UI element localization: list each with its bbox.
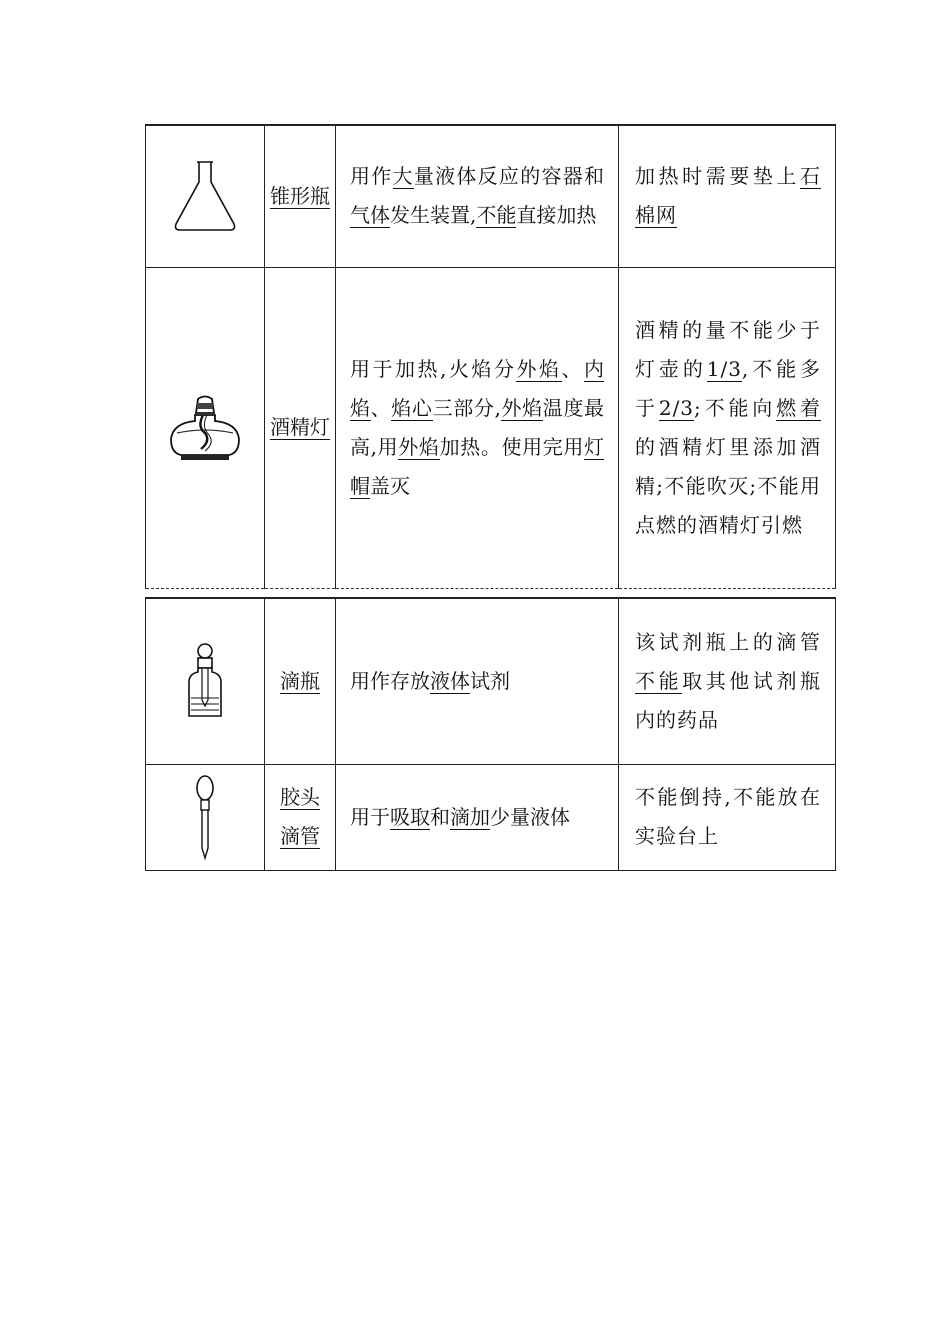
use-cell (336, 598, 619, 764)
underlined-term: 外焰 (516, 356, 562, 381)
underlined-term: 不能 (635, 668, 683, 693)
text-run: 、 (370, 395, 392, 420)
table-row (146, 764, 836, 870)
text-run: 的酒精灯里添加酒精;不能吹灭;不能用点燃的酒精灯引燃 (635, 434, 821, 537)
underlined-term: 内焰 (350, 356, 605, 420)
use-text (336, 798, 618, 837)
text-run: 和 (430, 804, 450, 829)
underlined-term: 焰心 (391, 395, 433, 420)
underlined-term: 外焰 (398, 434, 440, 459)
note-cell (619, 125, 836, 267)
dropper-bottle-icon (185, 642, 225, 720)
note-text (619, 778, 835, 856)
text-run: 加热时需要垫上 (635, 164, 800, 189)
use-text (336, 350, 618, 506)
underlined-term: 吸取 (390, 804, 430, 829)
note-text (619, 623, 835, 740)
image-cell (146, 125, 265, 267)
text-run: 不能倒持,不能放在实验台上 (635, 785, 821, 848)
text-run: 该试剂瓶上的滴管 (635, 629, 821, 654)
note-text (619, 311, 835, 545)
table-row (146, 125, 836, 267)
use-cell (336, 764, 619, 870)
underlined-term: 不能 (476, 203, 517, 228)
apparatus-name-line-1: 胶头 (280, 785, 320, 809)
underlined-term: 2/3 (658, 395, 695, 420)
underlined-term: 1/3 (706, 356, 742, 381)
name-cell (265, 764, 336, 870)
text-run: 加热。使用完用 (439, 434, 585, 459)
erlenmeyer-flask-icon (170, 158, 240, 234)
text-run: 用作 (350, 164, 393, 189)
rubber-dropper-icon (193, 774, 217, 860)
apparatus-name: 酒精灯 (270, 415, 330, 439)
use-text (336, 662, 618, 701)
note-cell (619, 764, 836, 870)
underlined-term: 气体 (350, 203, 390, 228)
underlined-term: 大 (392, 164, 414, 189)
note-text (619, 157, 835, 235)
underlined-term: 滴加 (450, 804, 490, 829)
image-cell (146, 598, 265, 764)
use-cell (336, 125, 619, 267)
text-run: 用作存放 (350, 668, 430, 693)
name-cell (265, 267, 336, 588)
text-run: 发生装置, (390, 203, 477, 228)
note-cell (619, 267, 836, 588)
text-run: 少量液体 (490, 804, 570, 829)
underlined-term: 石棉网 (635, 164, 821, 228)
name-cell (265, 598, 336, 764)
table-row (146, 267, 836, 588)
image-cell (146, 267, 265, 588)
use-cell (336, 267, 619, 588)
apparatus-table-part-1 (145, 124, 836, 589)
apparatus-name: 滴瓶 (280, 668, 320, 693)
name-cell (265, 125, 336, 267)
underlined-term: 外焰 (500, 395, 543, 420)
text-run: 酒精的量不能少于灯壶的 (635, 317, 821, 381)
text-run: 三部分, (432, 395, 501, 420)
underlined-term: 液体 (430, 668, 470, 693)
text-run: 直接加热 (516, 203, 597, 228)
alcohol-lamp-icon (167, 393, 243, 463)
image-cell (146, 764, 265, 870)
text-run: 、 (561, 356, 585, 381)
apparatus-table-part-2 (145, 597, 836, 871)
underlined-term: 燃着 (776, 395, 821, 420)
text-run: 盖灭 (370, 473, 410, 498)
apparatus-name-line-2: 滴管 (280, 824, 320, 848)
text-run: 用于 (350, 804, 390, 829)
text-run: 温度最高,用 (350, 395, 605, 459)
text-run: ,不能多于 (635, 356, 822, 420)
text-run: 试剂 (470, 668, 510, 693)
apparatus-name: 锥形瓶 (270, 183, 330, 208)
use-text (336, 157, 618, 235)
text-run: ;不能向 (694, 395, 777, 420)
text-run: 量液体反应的容器和 (413, 164, 605, 189)
note-cell (619, 598, 836, 764)
text-run: 用于加热,火焰分 (350, 356, 517, 381)
underlined-term: 灯帽 (350, 434, 605, 498)
table-row (146, 598, 836, 764)
text-run: 取其他试剂瓶内的药品 (635, 668, 822, 732)
